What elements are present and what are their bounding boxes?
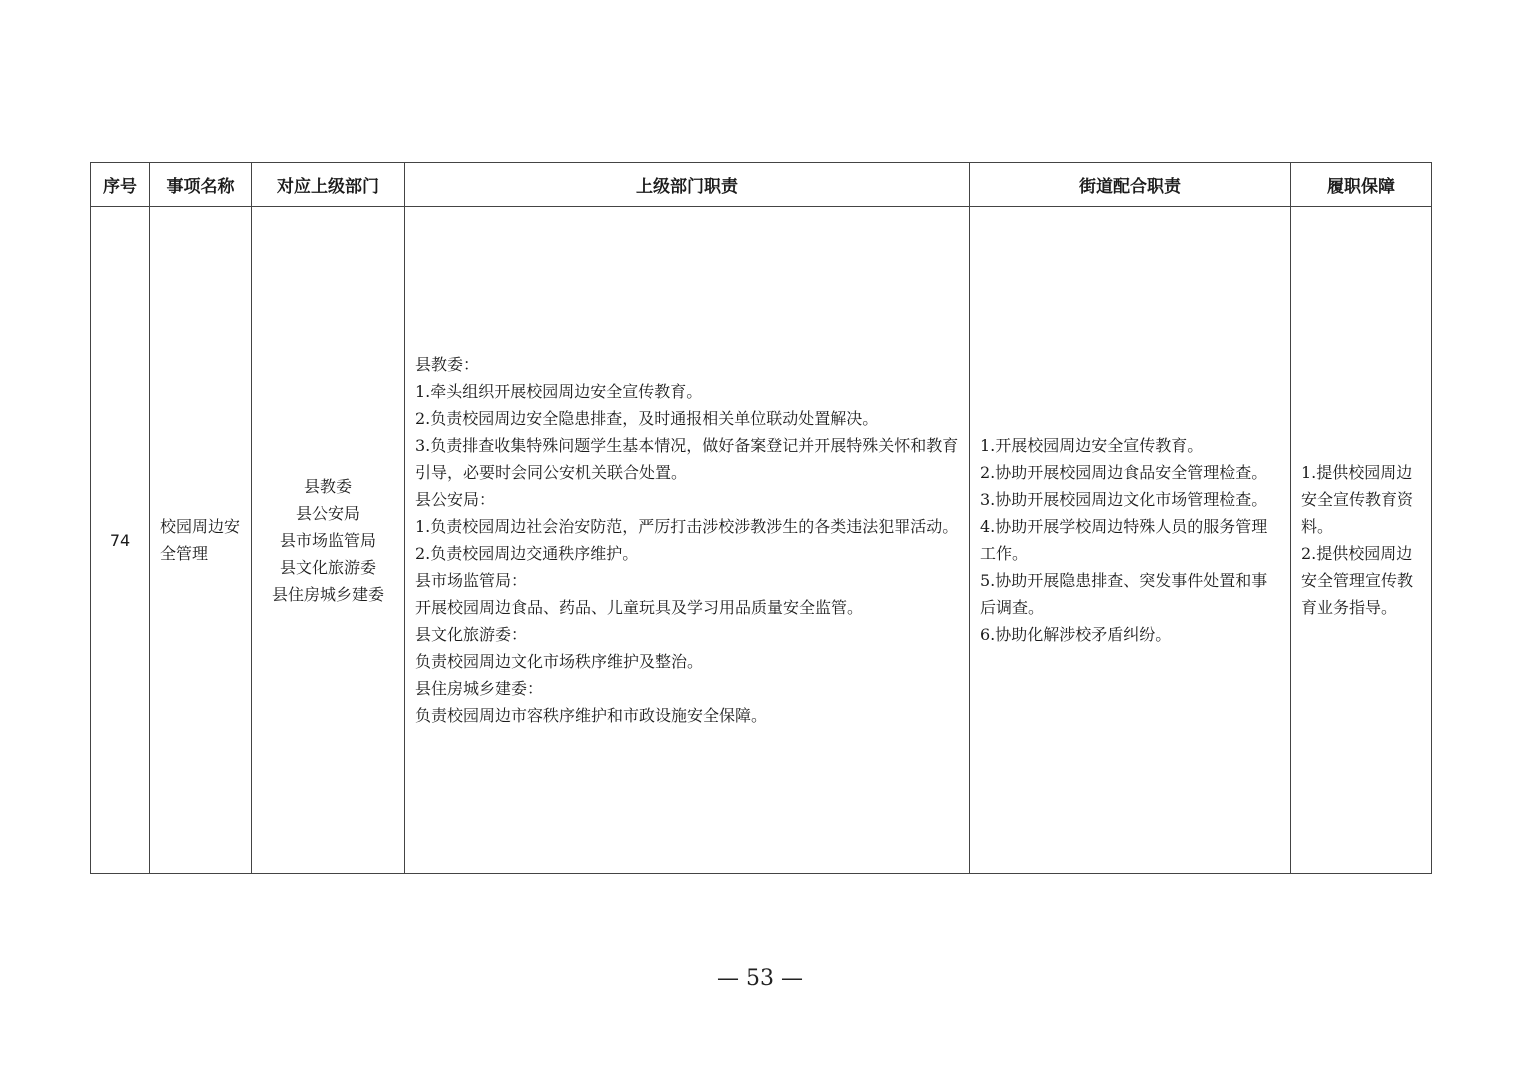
text-line: 县住房城乡建委 xyxy=(271,584,384,604)
cell-departments xyxy=(252,207,405,874)
text-line: 3.协助开展校园周边文化市场管理检查。 xyxy=(980,490,1268,509)
header-item-name: 事项名称 xyxy=(150,163,252,207)
text-line: 县教委： xyxy=(415,355,480,374)
text-line: 6.协助化解涉校矛盾纠纷。 xyxy=(980,625,1172,644)
header-guarantee: 履职保障 xyxy=(1291,163,1432,207)
text-line: 负责校园周边市容秩序维护和市政设施安全保障。 xyxy=(415,706,768,725)
cell-serial-number: 74 xyxy=(91,207,150,874)
text-line: 县市场监管局 xyxy=(279,530,376,550)
text-line: 2.负责校园周边安全隐患排查，及时通报相关单位联动处置解决。 xyxy=(415,409,879,428)
cell-item-name: 校园周边安全管理 xyxy=(150,207,252,874)
cell-street-duties xyxy=(970,207,1291,874)
text-line: 县公安局 xyxy=(295,503,360,523)
text-line: 2.协助开展校园周边食品安全管理检查。 xyxy=(980,463,1268,482)
text-line: 1.开展校园周边安全宣传教育。 xyxy=(980,436,1204,455)
text-line: 1.提供校园周边安全宣传教育资料。 xyxy=(1301,463,1414,536)
responsibility-table xyxy=(90,162,1432,874)
text-line: 县住房城乡建委： xyxy=(415,679,544,698)
text-line: 2.负责校园周边交通秩序维护。 xyxy=(415,544,639,563)
text-line: 1.牵头组织开展校园周边安全宣传教育。 xyxy=(415,382,703,401)
text-line: 开展校园周边食品、药品、儿童玩具及学习用品质量安全监管。 xyxy=(415,598,864,617)
cell-guarantee xyxy=(1291,207,1432,874)
header-serial-number: 序号 xyxy=(91,163,150,207)
text-line: 县市场监管局： xyxy=(415,571,528,590)
text-line: 县文化旅游委 xyxy=(279,557,376,577)
text-line: 5.协助开展隐患排查、突发事件处置和事后调查。 xyxy=(980,571,1268,617)
text-line: 2.提供校园周边安全管理宣传教育业务指导。 xyxy=(1301,544,1414,617)
text-line: 1.负责校园周边社会治安防范，严厉打击涉校涉教涉生的各类违法犯罪活动。 xyxy=(415,517,959,536)
header-street-duties: 街道配合职责 xyxy=(970,163,1291,207)
text-line: 县教委 xyxy=(303,476,352,496)
header-superior-duties: 上级部门职责 xyxy=(405,163,970,207)
text-line: 县公安局： xyxy=(415,490,496,509)
cell-superior-duties xyxy=(405,207,970,874)
text-line: 负责校园周边文化市场秩序维护及整治。 xyxy=(415,652,704,671)
text-line: 4.协助开展学校周边特殊人员的服务管理工作。 xyxy=(980,517,1268,563)
page-number: — 53 — xyxy=(717,966,803,991)
table-row xyxy=(91,207,1432,874)
text-line: 3.负责排查收集特殊问题学生基本情况，做好备案登记并开展特殊关怀和教育引导，必要时会同公安机关联合处置。 xyxy=(415,436,959,482)
header-superior-department: 对应上级部门 xyxy=(252,163,405,207)
text-line: 县文化旅游委： xyxy=(415,625,528,644)
table-header-row xyxy=(91,163,1432,207)
